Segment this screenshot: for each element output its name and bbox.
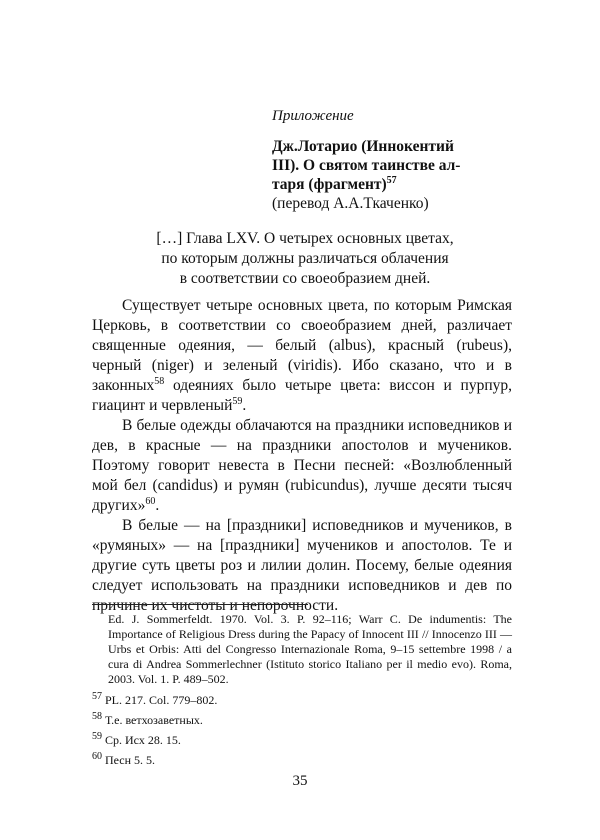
- footnote-continuation: Ed. J. Sommerfeldt. 1970. Vol. 3. P. 92–116; Warr C. De indumentis: The Importance of Religious Dress during the Papacy of Innocent III // Innocenzo III — Urbs et Orbis: Atti del Congresso Internazionale Roma, 9–15 settembre 1998 / a cura di Andrea Sommerlechner (Istituto storico Italiano per il medio evo). Roma, 2003. Vol. 1. P. 489–502.: [108, 612, 512, 686]
- footnote-text: PL. 217. Col. 779–802.: [105, 693, 218, 707]
- footnote-divider: [92, 604, 308, 605]
- footnote-ref-58[interactable]: 58: [154, 375, 165, 387]
- footnote-text: Ср. Исх 28. 15.: [105, 733, 181, 747]
- section-title: [272, 137, 512, 213]
- paragraph-2-part-b: .: [155, 497, 160, 514]
- paragraph-1: [92, 296, 512, 416]
- translator-credit: (перевод А.А.Ткаченко): [272, 195, 429, 212]
- title-footnote-ref[interactable]: 57: [386, 174, 397, 186]
- title-line-3-text: таря (фрагмент): [272, 176, 387, 193]
- footnote-text: Т.е. ветхозаветных.: [105, 713, 203, 727]
- footnote-59: [92, 733, 512, 748]
- title-line-1: Дж.Лотарио (Иннокентий: [272, 138, 454, 155]
- title-line-3: [272, 175, 512, 194]
- footnote-57: [92, 693, 512, 708]
- running-header: Приложение: [272, 108, 354, 124]
- paragraph-2: [92, 416, 512, 516]
- paragraph-1-part-c: .: [242, 397, 247, 414]
- footnote-number: 60: [92, 751, 102, 762]
- footnotes: [92, 612, 512, 773]
- paragraph-3: В белые — на [праздники] исповедников и мучеников, в «румяных» — на [праздники] мучеников и апостолов. Те и другие суть цветы роз и лилии долин. Посему, белые одеяния следует использовать на праздники исповедников и дев по причине их чистоты и непорочности.: [92, 517, 512, 614]
- footnote-ref-60[interactable]: 60: [145, 495, 156, 507]
- footnote-text: Песн 5. 5.: [105, 753, 156, 767]
- footnote-58: [92, 713, 512, 728]
- chapter-line-3: в соответствии со своеобразием дней.: [179, 270, 431, 287]
- footnote-60: [92, 753, 512, 768]
- paragraph-2-part-a: В белые одежды облачаются на праздники исповедников и дев, в красные — на праздники апостолов и мучеников. Поэтому говорит невеста в Песни песней: «Возлюбленный мой бел (candidus) и румян (rubicundus), лучше десяти тысяч других»: [92, 417, 512, 514]
- paragraph-1-part-a: Существует четыре основных цвета, по которым Римская Церковь, в соответствии со своеобразием дней, различает священные одеяния, — белый (albus), красный (rubeus), черный (niger) и зеленый (viridis). Ибо сказано, что и в законных: [92, 297, 512, 394]
- chapter-line-1: […] Глава LXV. О четырех основных цветах,: [156, 230, 454, 247]
- footnote-number: 57: [92, 691, 102, 702]
- paragraph-1-part-b: одеяниях было четыре цвета: виссон и пурпур, гиацинт и червленый: [92, 377, 512, 414]
- chapter-line-2: по которым должны различаться облачения: [161, 250, 449, 267]
- title-line-2: III). О святом таинстве ал-: [272, 157, 461, 174]
- chapter-heading: [150, 229, 460, 289]
- footnote-number: 58: [92, 711, 102, 722]
- main-text: [92, 296, 512, 616]
- footnote-ref-59[interactable]: 59: [232, 395, 243, 407]
- footnote-number: 59: [92, 731, 102, 742]
- page-number: 35: [292, 773, 308, 789]
